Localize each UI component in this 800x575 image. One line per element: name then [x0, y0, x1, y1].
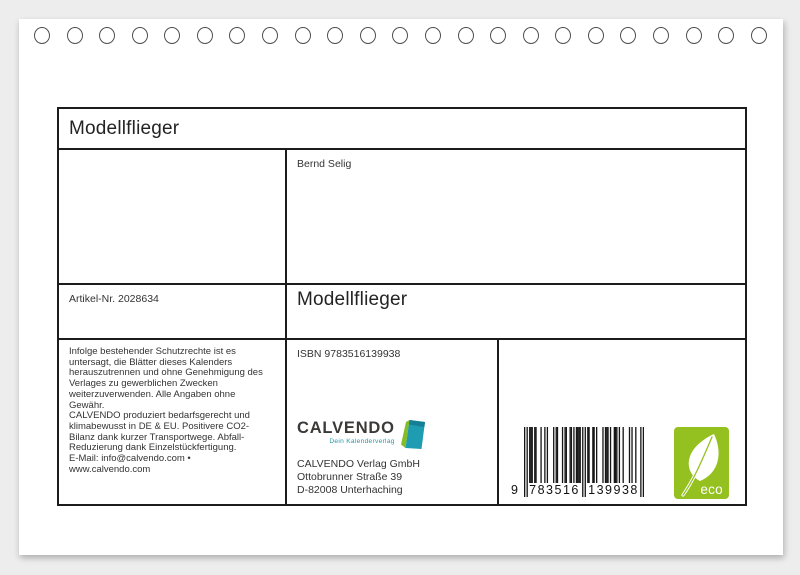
text-line: untersagt, die Blätter dieses Kalenders	[69, 356, 233, 368]
article-number: Artikel-Nr. 2028634	[69, 293, 159, 305]
binding-hole	[425, 27, 441, 44]
binding-hole	[490, 27, 506, 44]
binding-hole	[523, 27, 539, 44]
text-line: D-82008 Unterhaching	[297, 484, 403, 496]
text-line: E-Mail: info@calvendo.com •	[69, 453, 191, 465]
binding-hole	[458, 27, 474, 44]
text-line: Ottobrunner Straße 39	[297, 471, 403, 483]
binding-hole	[751, 27, 767, 44]
article-number-cell	[59, 285, 287, 338]
title-row	[59, 109, 745, 150]
text-line: weiterzuverwenden. Alle Angaben ohne	[69, 388, 236, 400]
text-line: Gewähr.	[69, 399, 105, 411]
binding-hole	[295, 27, 311, 44]
legal-text	[59, 340, 287, 504]
eco-label: eco	[700, 482, 723, 497]
barcode-cell	[499, 340, 745, 504]
binding-hole	[99, 27, 115, 44]
publisher-address	[297, 458, 420, 497]
author-name: Bernd Selig	[297, 158, 352, 170]
text-line: CALVENDO produziert bedarfsgerecht und	[69, 410, 250, 422]
text-line: www.calvendo.com	[69, 463, 151, 475]
text-line: Bilanz dank kurzer Transportwege. Abfall-	[69, 431, 245, 443]
isbn-text: ISBN 9783516139938	[297, 348, 401, 360]
article-row	[59, 285, 745, 340]
page-title: Modellflieger	[69, 117, 180, 139]
calvendo-tagline: Dein Kalenderverlag	[329, 438, 395, 445]
calvendo-wordmark: CALVENDO	[297, 419, 395, 437]
barcode-digits-right: 139938	[588, 483, 639, 497]
text-line: klimabewusst in DE & EU. Positivere CO2-	[69, 420, 250, 432]
binding-holes	[34, 27, 767, 44]
binding-hole	[132, 27, 148, 44]
binding-hole	[620, 27, 636, 44]
binding-hole	[718, 27, 734, 44]
binding-hole	[197, 27, 213, 44]
binding-hole	[555, 27, 571, 44]
eco-badge	[674, 427, 729, 499]
author-row-empty-cell	[59, 150, 287, 283]
binding-hole	[67, 27, 83, 44]
binding-hole	[653, 27, 669, 44]
text-line: Verlages zu gewerblichen Zwecken	[69, 378, 218, 390]
binding-hole	[392, 27, 408, 44]
binding-hole	[262, 27, 278, 44]
calvendo-page-icon	[400, 419, 426, 454]
bottom-row	[59, 340, 745, 504]
publisher-cell	[287, 340, 499, 504]
binding-hole	[588, 27, 604, 44]
barcode-digit-first: 9	[511, 483, 518, 497]
text-line: CALVENDO Verlag GmbH	[297, 458, 420, 470]
barcode-digits-left: 783516	[529, 483, 580, 497]
binding-hole	[34, 27, 50, 44]
text-line: Infolge bestehender Schutzrechte ist es	[69, 346, 236, 357]
ean-barcode	[511, 427, 644, 497]
author-row	[59, 150, 745, 285]
product-title: Modellflieger	[297, 289, 408, 310]
text-line: Reduzierung dank Einzelstückfertigung.	[69, 442, 237, 454]
binding-hole	[229, 27, 245, 44]
product-title-cell	[287, 285, 745, 338]
binding-hole	[360, 27, 376, 44]
binding-hole	[327, 27, 343, 44]
info-table	[57, 107, 747, 506]
author-cell	[287, 150, 745, 283]
binding-hole	[164, 27, 180, 44]
calendar-back-page	[19, 19, 783, 555]
binding-hole	[686, 27, 702, 44]
text-line: herauszutrennen und ohne Genehmigung des	[69, 367, 263, 379]
calvendo-logo	[297, 420, 426, 454]
